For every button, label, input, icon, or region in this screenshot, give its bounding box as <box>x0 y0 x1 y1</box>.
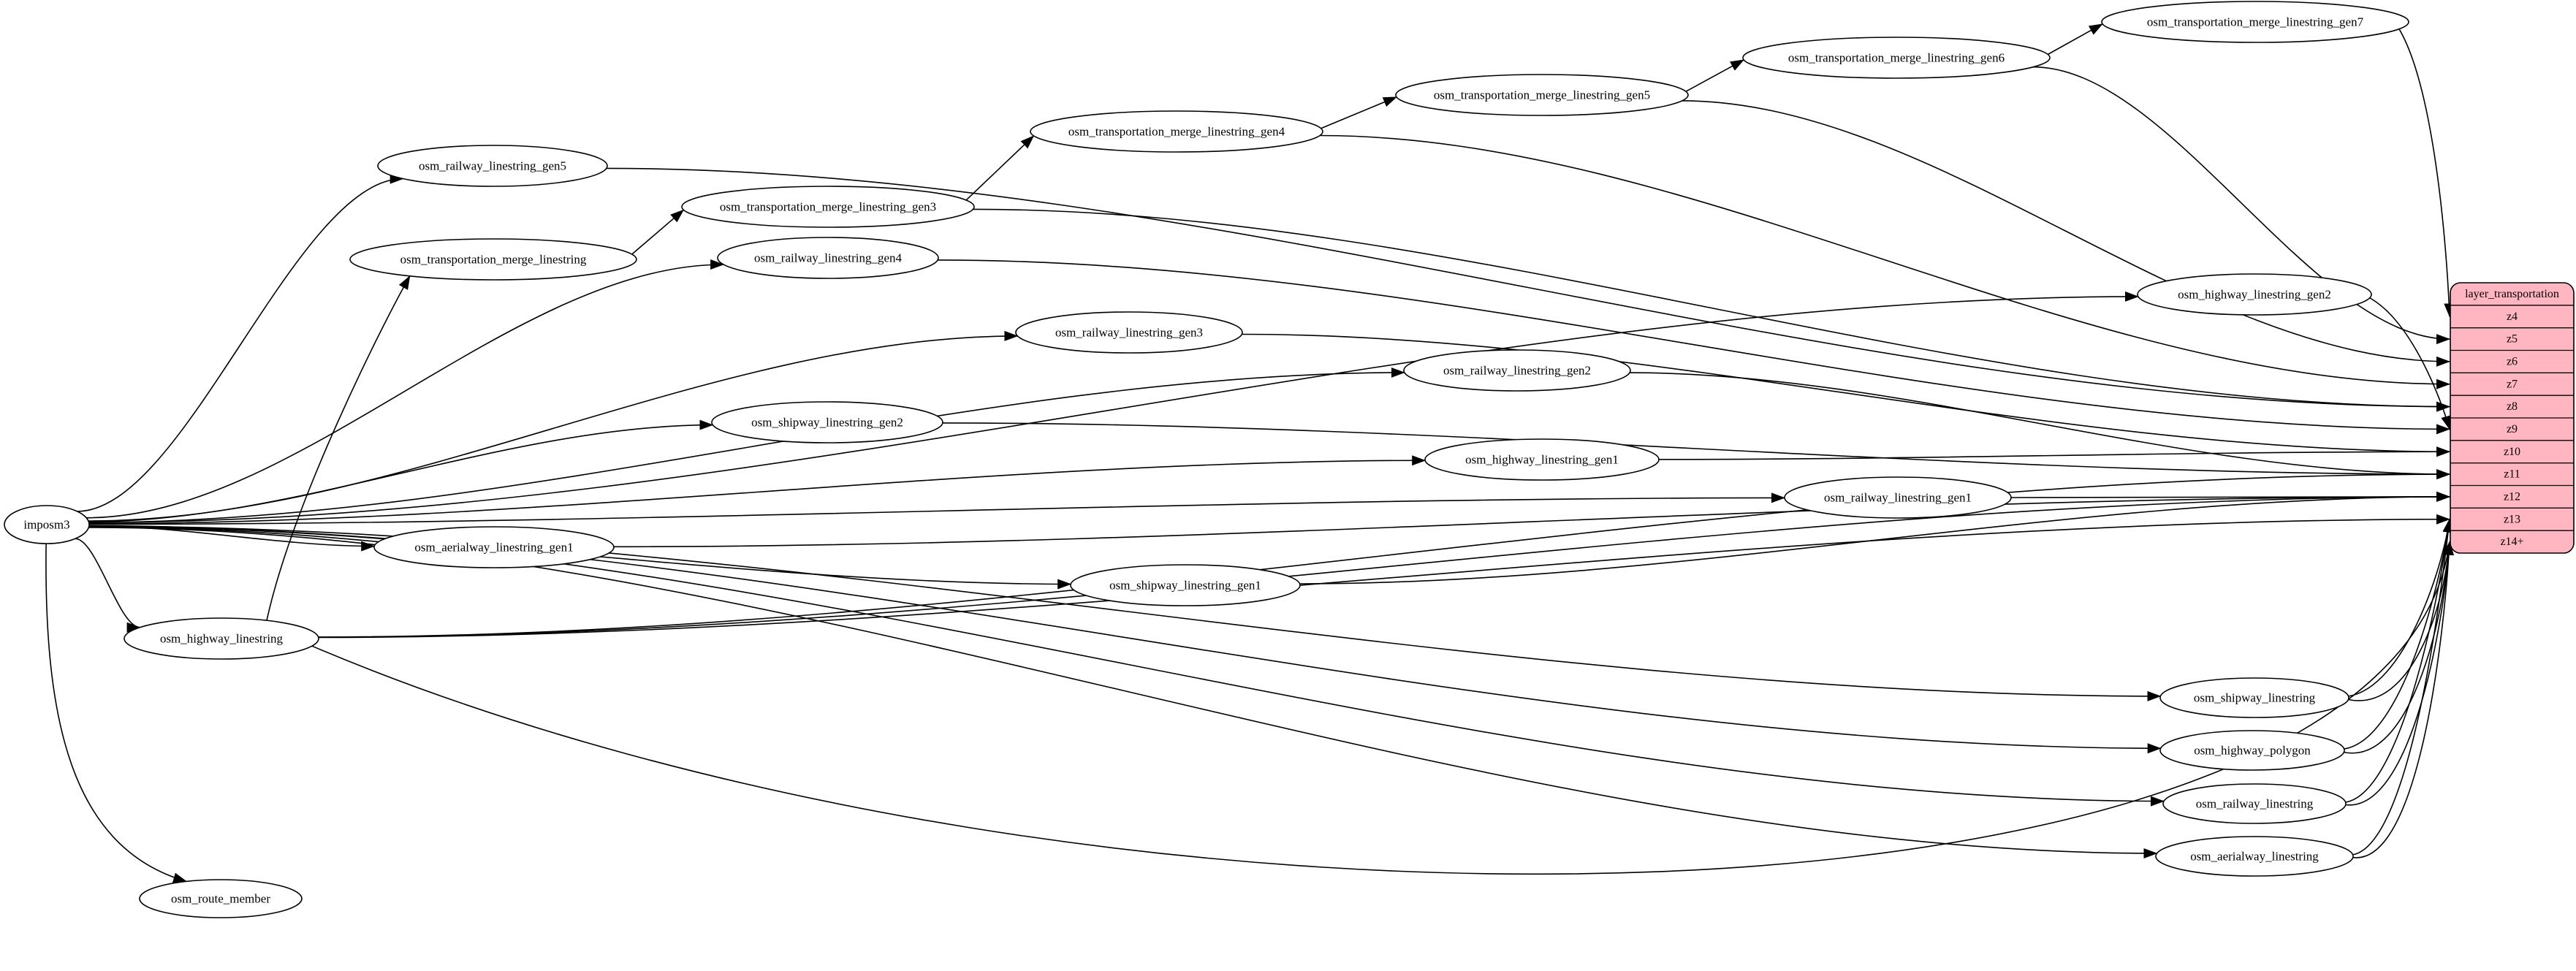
node-osm_highway_linestring_gen2 <box>2138 274 2371 315</box>
edge-imposm3-to-osm_railway_linestring_gen2 <box>89 373 1405 522</box>
edge-osm_highway_linestring_gen2-to-z9 <box>2370 298 2450 430</box>
node-osm_shipway_linestring <box>2160 678 2349 717</box>
node-label-osm_railway_linestring_gen3: osm_railway_linestring_gen3 <box>1055 325 1204 340</box>
node-osm_transportation_merge_linestring_gen7 <box>2102 1 2409 42</box>
layer-table-row-z5: z5 <box>2506 332 2518 346</box>
edge-imposm3-to-osm_railway_linestring_gen4 <box>86 264 723 518</box>
layer-table-row-z13: z13 <box>2503 513 2521 526</box>
edge-osm_transportation_merge_linestring_gen4-to-osm_transportation_merge_linestring_gen5 <box>1321 97 1397 129</box>
node-osm_aerialway_linestring_gen1 <box>374 527 614 568</box>
node-label-osm_transportation_merge_linestring_gen3: osm_transportation_merge_linestring_gen3 <box>719 199 937 214</box>
edge-imposm3-to-osm_route_member <box>46 544 186 881</box>
node-osm_railway_linestring_gen5 <box>378 145 607 186</box>
edge-osm_highway_linestring-to-osm_transportation_merge_linestring <box>267 276 410 620</box>
edge-osm_railway_linestring_gen3-to-z10 <box>1242 335 2450 452</box>
edge-osm_transportation_merge_linestring_gen5-to-osm_transportation_merge_linestring_gen6 <box>1686 60 1744 91</box>
node-imposm3 <box>4 506 89 544</box>
node-label-osm_highway_linestring: osm_highway_linestring <box>159 631 284 646</box>
node-osm_shipway_linestring_gen1 <box>1071 565 1300 606</box>
layer-table-row-z14+: z14+ <box>2500 536 2524 549</box>
node-osm_route_member <box>140 880 302 918</box>
table-layer <box>2450 283 2574 553</box>
edge-osm_transportation_merge_linestring-to-osm_transportation_merge_linestring_gen3 <box>632 210 684 254</box>
node-label-osm_transportation_merge_linestring_gen5: osm_transportation_merge_linestring_gen5 <box>1433 88 1651 102</box>
node-label-osm_transportation_merge_linestring_gen7: osm_transportation_merge_linestring_gen7 <box>2146 15 2364 29</box>
edge-imposm3-to-osm_railway_linestring_gen1 <box>89 498 1785 524</box>
node-label-osm_highway_polygon: osm_highway_polygon <box>2194 743 2311 758</box>
node-label-osm_aerialway_linestring: osm_aerialway_linestring <box>2190 849 2319 864</box>
node-label-osm_route_member: osm_route_member <box>171 891 270 906</box>
nodes-layer <box>4 1 2409 918</box>
edge-osm_transportation_merge_linestring_gen6-to-osm_transportation_merge_linestring_gen7 <box>2048 24 2102 55</box>
node-label-osm_transportation_merge_linestring_gen6: osm_transportation_merge_linestring_gen6 <box>1787 50 2005 65</box>
node-osm_transportation_merge_linestring_gen6 <box>1743 37 2050 78</box>
node-label-osm_shipway_linestring: osm_shipway_linestring <box>2193 690 2316 705</box>
layer-table-row-z11: z11 <box>2504 468 2520 481</box>
node-label-osm_aerialway_linestring_gen1: osm_aerialway_linestring_gen1 <box>414 540 574 555</box>
node-label-osm_highway_linestring_gen2: osm_highway_linestring_gen2 <box>2178 287 2331 302</box>
node-osm_highway_polygon <box>2160 731 2344 770</box>
node-label-osm_highway_linestring_gen1: osm_highway_linestring_gen1 <box>1465 452 1619 467</box>
layer-table-row-z6: z6 <box>2506 355 2518 368</box>
node-label-osm_transportation_merge_linestring_gen4: osm_transportation_merge_linestring_gen4 <box>1068 124 1285 139</box>
node-osm_railway_linestring_gen2 <box>1404 350 1630 391</box>
node-label-osm_shipway_linestring_gen1: osm_shipway_linestring_gen1 <box>1109 578 1261 593</box>
node-osm_railway_linestring_gen1 <box>1785 477 2011 518</box>
node-label-osm_transportation_merge_linestring: osm_transportation_merge_linestring <box>400 252 587 267</box>
node-osm_transportation_merge_linestring <box>350 239 637 280</box>
edge-osm_highway_polygon-to-z14+ <box>2344 542 2450 753</box>
node-osm_transportation_merge_linestring_gen3 <box>682 186 974 227</box>
node-osm_highway_linestring <box>124 618 319 659</box>
node-label-imposm3: imposm3 <box>23 517 70 532</box>
node-osm_railway_linestring_gen3 <box>1016 312 1242 353</box>
edge-osm_highway_linestring-to-z14+ <box>312 542 2450 875</box>
edge-osm_highway_linestring-to-z13 <box>319 519 2450 638</box>
node-osm_railway_linestring <box>2163 784 2346 823</box>
layer-table-title: layer_transportation <box>2465 287 2559 300</box>
layer-table-row-z7: z7 <box>2506 378 2518 391</box>
node-label-osm_railway_linestring_gen5: osm_railway_linestring_gen5 <box>418 159 567 173</box>
edge-osm_transportation_merge_linestring_gen3-to-osm_transportation_merge_linestring_gen4 <box>966 136 1033 200</box>
layer-table-row-z4: z4 <box>2506 310 2518 323</box>
node-osm_transportation_merge_linestring_gen5 <box>1396 75 1688 115</box>
edge-osm_railway_linestring-to-z13 <box>2346 519 2450 802</box>
edge-imposm3-to-osm_shipway_linestring_gen2 <box>88 425 713 522</box>
edge-imposm3-to-osm_highway_linestring_gen1 <box>89 460 1425 524</box>
edge-imposm3-to-osm_highway_linestring <box>75 538 140 627</box>
node-label-osm_shipway_linestring_gen2: osm_shipway_linestring_gen2 <box>751 415 903 430</box>
layer-table-row-z9: z9 <box>2506 422 2518 435</box>
layer-table-row-z12: z12 <box>2503 490 2521 503</box>
node-osm_shipway_linestring_gen2 <box>712 402 943 443</box>
node-label-osm_railway_linestring: osm_railway_linestring <box>2195 796 2314 811</box>
edge-osm_transportation_merge_linestring_gen7-to-z4 <box>2399 29 2450 317</box>
node-osm_railway_linestring_gen4 <box>718 237 938 278</box>
layer-table-row-z10: z10 <box>2503 445 2521 458</box>
edge-osm_shipway_linestring-to-z14+ <box>2348 542 2450 701</box>
node-osm_aerialway_linestring <box>2156 837 2353 876</box>
node-label-osm_railway_linestring_gen4: osm_railway_linestring_gen4 <box>753 251 903 265</box>
node-label-osm_railway_linestring_gen2: osm_railway_linestring_gen2 <box>1443 363 1592 378</box>
node-label-osm_railway_linestring_gen1: osm_railway_linestring_gen1 <box>1823 490 1972 505</box>
edge-imposm3-to-osm_railway_linestring_gen5 <box>77 179 403 511</box>
node-osm_transportation_merge_linestring_gen4 <box>1030 111 1323 152</box>
layer-table-row-z8: z8 <box>2506 400 2518 414</box>
node-osm_highway_linestring_gen1 <box>1425 439 1659 480</box>
